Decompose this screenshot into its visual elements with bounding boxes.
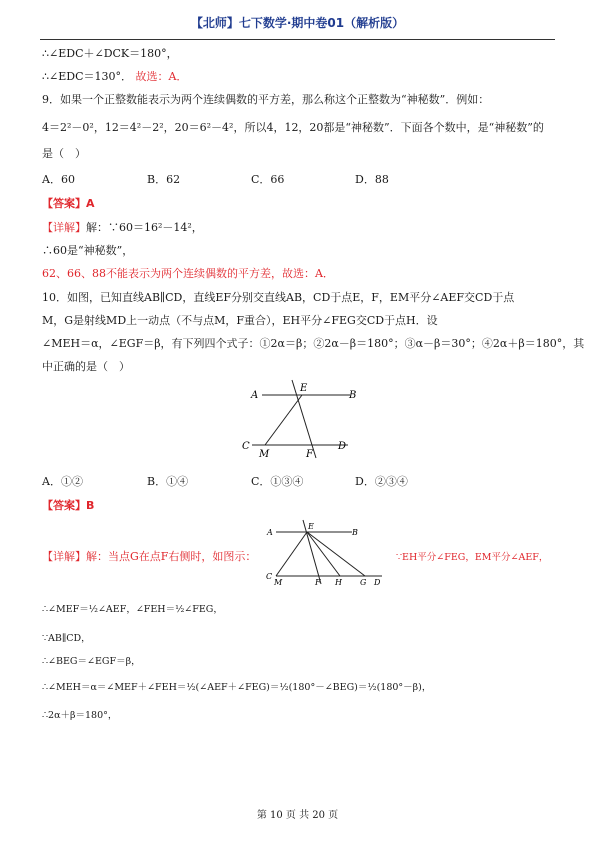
question-9-option-c: C．66 xyxy=(251,173,285,186)
detail-10-right: ∵EH平分∠FEG，EM平分∠AEF， xyxy=(396,552,549,563)
label-b: B xyxy=(349,390,357,401)
solution-math: ∴∠EDC＝130°． xyxy=(42,70,132,83)
detail-9 xyxy=(42,220,203,236)
question-10-figure xyxy=(240,378,360,460)
line-em xyxy=(276,532,307,576)
solution-line: ∴∠EDC＋∠DCK＝180°， xyxy=(42,47,178,60)
label-d: D xyxy=(374,578,381,587)
line-eg xyxy=(307,532,365,576)
question-9-option-b: B．62 xyxy=(147,173,181,186)
question-9-text: 是（ ） xyxy=(42,147,86,160)
question-9-text: 9．如果一个正整数能表示为两个连续偶数的平方差，那么称这个正整数为“神秘数”．例如： xyxy=(42,93,490,106)
detail-text: 解：当点G在点F右侧时，如图示： xyxy=(86,550,257,563)
label-f: F xyxy=(306,449,313,460)
label-a: A xyxy=(267,528,273,537)
page-footer: 第 10 页 共 20 页 xyxy=(256,810,339,821)
label-h: H xyxy=(335,578,342,587)
solution-step: ∴∠BEG＝∠EGF＝β， xyxy=(42,656,141,667)
header-divider xyxy=(40,39,555,40)
answer-9: 【答案】A xyxy=(42,197,95,210)
solution-conclusion: 故选：A． xyxy=(135,70,188,83)
question-10-option-d: D．②③④ xyxy=(355,475,408,488)
question-9-option-a: A．60 xyxy=(42,173,75,186)
detail-9-line: 62、66、88不能表示为两个连续偶数的平方差，故选：A． xyxy=(42,267,334,280)
label-c: C xyxy=(266,572,273,581)
question-10-text: M，G是射线MD上一动点（不与点M，F重合），EH平分∠FEG交CD于点H．设 xyxy=(42,314,438,327)
question-9-text: 4＝2²－0²，12＝4²－2²，20＝6²－4²，所以4，12，20都是“神秘数”．下面各个数中，是“神秘数”的 xyxy=(42,121,544,134)
solution-line xyxy=(42,69,187,85)
solution-step: ∵AB∥CD， xyxy=(42,633,91,644)
answer-10: 【答案】B xyxy=(42,499,95,512)
question-10-text: 10．如图，已知直线AB∥CD，直线EF分别交直线AB，CD于点E，F，EM平分∠AEF交CD于点 xyxy=(42,291,515,304)
label-b: B xyxy=(352,528,358,537)
line-eh xyxy=(307,532,340,576)
line-em xyxy=(265,395,302,445)
question-10-option-a: A．①② xyxy=(42,475,83,488)
label-m: M xyxy=(274,578,283,587)
detail-text: 解：∵60＝16²－14²， xyxy=(86,221,203,234)
label-d: D xyxy=(338,441,347,452)
label-c: C xyxy=(242,441,250,452)
question-10-option-b: B．①④ xyxy=(147,475,189,488)
label-e: E xyxy=(300,383,308,394)
solution-step: ∴2α＋β＝180°， xyxy=(42,710,118,721)
detail-10 xyxy=(42,549,256,565)
label-m: M xyxy=(259,449,270,460)
page-header: 【北师】七下数学·期中卷01（解析版） xyxy=(190,16,405,30)
question-10-text: ∠MEH＝α，∠EGF＝β，有下列四个式子：①2α＝β；②2α－β＝180°；③α－β＝30°；④2α＋β＝180°，其 xyxy=(42,337,585,350)
label-f: F xyxy=(315,578,321,587)
question-10-text: 中正确的是（ ） xyxy=(42,360,130,373)
label-e: E xyxy=(308,522,314,531)
solution-step: ∴∠MEF＝½∠AEF，∠FEH＝½∠FEG， xyxy=(42,604,223,615)
detail-label: 【详解】 xyxy=(42,550,86,563)
question-9-option-d: D．88 xyxy=(355,173,389,186)
solution-10-figure xyxy=(262,518,388,588)
question-10-option-c: C．①③④ xyxy=(251,475,304,488)
detail-9-line: ∴60是“神秘数”， xyxy=(42,244,134,257)
label-g: G xyxy=(360,578,367,587)
detail-label: 【详解】 xyxy=(42,221,86,234)
solution-step: ∴∠MEH＝α＝∠MEF＋∠FEH＝½(∠AEF＋∠FEG)＝½(180°－∠BEG)＝½(180°－β)， xyxy=(42,682,432,693)
label-a: A xyxy=(251,390,259,401)
